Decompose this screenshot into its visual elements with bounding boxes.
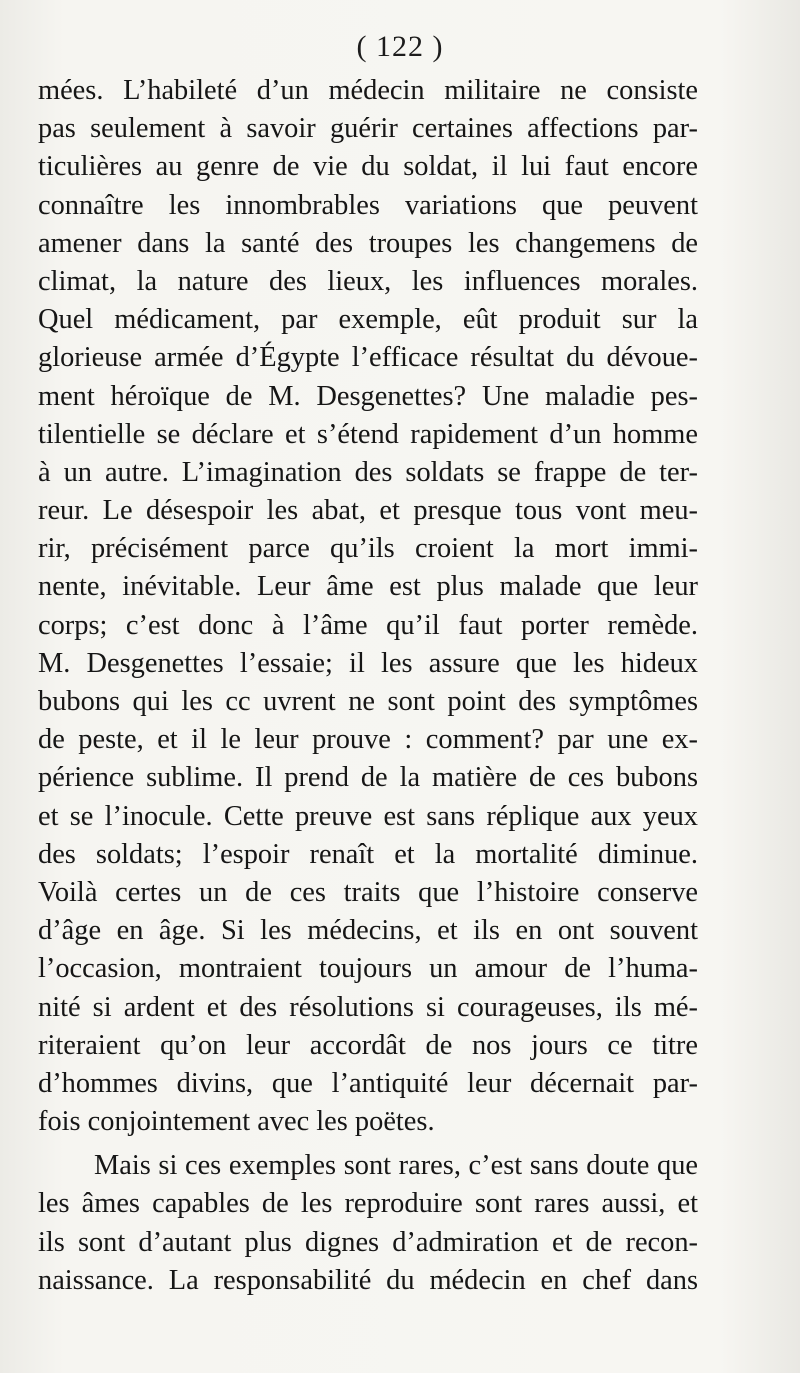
text-line: pas seulement à savoir guérir certaines affections par-	[38, 113, 698, 145]
body-text	[38, 72, 698, 1300]
paragraph-1	[38, 72, 698, 1141]
text-line: mées. L’habileté d’un médecin militaire ne consiste	[38, 75, 698, 106]
text-line: Mais si ces exemples sont rares, c’est sans doute que	[94, 1150, 698, 1182]
text-line: naissance. La responsabilité du médecin en chef dans	[38, 1264, 698, 1296]
text-line: Voilà certes un de ces traits que l’histoire conserve	[38, 876, 698, 908]
text-line: ment héroïque de M. Desgenettes? Une maladie pes-	[38, 380, 698, 412]
text-line: tilentielle se déclare et s’étend rapidement d’un homme	[38, 418, 698, 450]
text-line: de peste, et il le leur prouve : comment? par une ex-	[38, 724, 698, 756]
page-number: ( 122 )	[356, 30, 444, 63]
text-line: bubons qui les cc uvrent ne sont point des symptômes	[38, 686, 698, 717]
text-line: les âmes capables de les reproduire sont rares aussi, et	[38, 1188, 698, 1220]
text-line: ils sont d’autant plus dignes d’admiration et de recon-	[38, 1226, 698, 1258]
text-line: rir, précisément parce qu’ils croient la mort immi-	[38, 533, 698, 565]
text-line: amener dans la santé des troupes les changemens de	[38, 227, 698, 259]
text-line: nité si ardent et des résolutions si courageuses, ils mé-	[38, 991, 698, 1023]
text-line: climat, la nature des lieux, les influences morales.	[38, 265, 698, 297]
text-line: d’âge en âge. Si les médecins, et ils en ont souvent	[38, 915, 698, 947]
text-line: M. Desgenettes l’essaie; il les assure que les hideux	[38, 647, 698, 679]
text-line: et se l’inocule. Cette preuve est sans réplique aux yeux	[38, 800, 698, 832]
text-line: périence sublime. Il prend de la matière de ces bubons	[38, 762, 698, 794]
text-line: d’hommes divins, que l’antiquité leur décernait par-	[38, 1067, 698, 1099]
text-line: ticulières au genre de vie du soldat, il lui faut encore	[38, 151, 698, 183]
text-line: riteraient qu’on leur accordât de nos jours ce titre	[38, 1029, 698, 1061]
text-line: reur. Le désespoir les abat, et presque tous vont meu-	[38, 495, 698, 527]
text-line: fois conjointement avec les poëtes.	[38, 1106, 435, 1138]
text-line: glorieuse armée d’Égypte l’efficace résultat du dévoue-	[38, 342, 698, 374]
text-line: corps; c’est donc à l’âme qu’il faut porter remède.	[38, 609, 698, 641]
paragraph-2	[38, 1147, 698, 1300]
text-line: des soldats; l’espoir renaît et la mortalité diminue.	[38, 838, 698, 870]
text-line: Quel médicament, par exemple, eût produit sur la	[38, 304, 698, 336]
text-line: nente, inévitable. Leur âme est plus malade que leur	[38, 571, 698, 603]
text-line: connaître les innombrables variations que peuvent	[38, 189, 698, 221]
text-line: l’occasion, montraient toujours un amour de l’huma-	[38, 953, 698, 985]
text-line: à un autre. L’imagination des soldats se frappe de ter-	[38, 456, 698, 488]
